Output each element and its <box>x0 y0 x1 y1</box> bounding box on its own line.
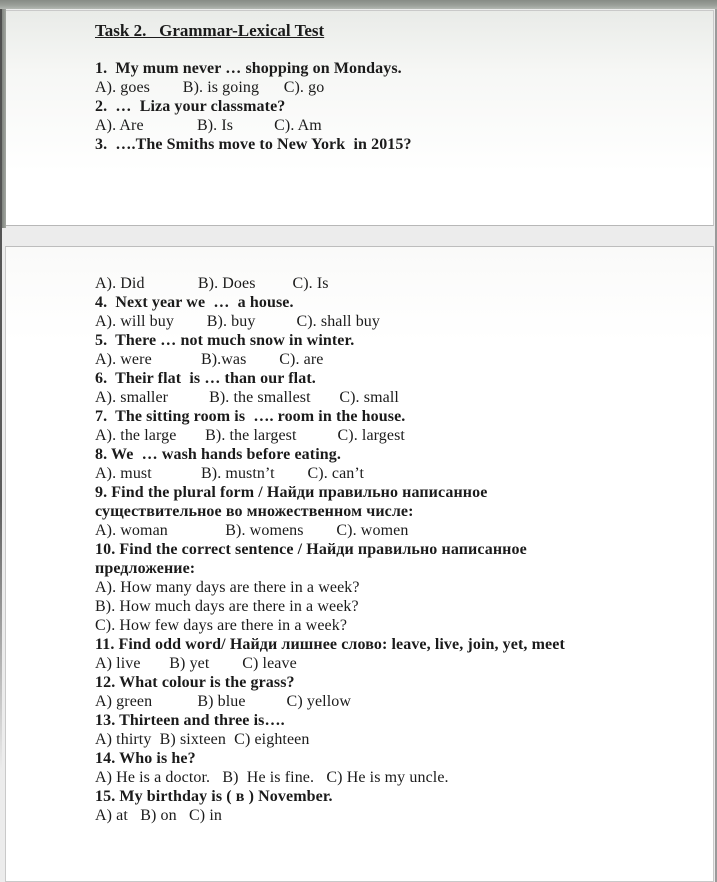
question-9b: существительное во множественном числе: <box>95 503 414 520</box>
left-edge-shadow-line <box>0 0 2 770</box>
options-6: A). smaller B). the smallest C). small <box>95 389 399 406</box>
question-10b: предложение: <box>95 560 196 577</box>
options-2: A). Are B). Is C). Am <box>95 117 322 134</box>
options-5: A). were B).was C). are <box>95 351 324 368</box>
options-11: A) live B) yet C) leave <box>95 655 297 672</box>
options-12: A) green B) blue C) yellow <box>95 693 352 710</box>
question-4: 4. Next year we … a house. <box>95 294 294 311</box>
options-4: A). will buy B). buy C). shall buy <box>95 313 380 330</box>
top-edge-shadow <box>0 0 717 9</box>
question-14: 14. Who is he? <box>95 750 196 767</box>
question-15: 15. My birthday is ( в ) November. <box>95 788 333 805</box>
test-page-1 <box>5 10 714 226</box>
options-14: A) He is a doctor. B) He is fine. C) He is my uncle. <box>95 769 449 786</box>
question-7: 7. The sitting room is …. room in the house. <box>95 408 406 425</box>
question-13: 13. Thirteen and three is…. <box>95 712 285 729</box>
task-title: Task 2. Grammar-Lexical Test <box>95 21 325 40</box>
options-15: A) at B) on C) in <box>95 807 222 824</box>
question-12: 12. What colour is the grass? <box>95 674 295 691</box>
options-13: A) thirty B) sixteen C) eighteen <box>95 731 310 748</box>
question-5: 5. There … not much snow in winter. <box>95 332 355 349</box>
page2-lines <box>6 247 713 825</box>
page1-lines <box>6 59 713 154</box>
options-3: A). Did B). Does C). Is <box>95 275 329 292</box>
options-10-c: C). How few days are there in a week? <box>95 617 348 634</box>
question-8: 8. We … wash hands before eating. <box>95 446 341 463</box>
question-6: 6. Their flat is … than our flat. <box>95 370 316 387</box>
options-9: A). woman B). womens C). women <box>95 522 409 539</box>
question-9: 9. Find the plural form / Найди правильно написанное <box>95 484 488 501</box>
options-8: A). must B). mustn’t C). can’t <box>95 465 365 482</box>
question-10: 10. Find the correct sentence / Найди правильно написанное <box>95 541 527 558</box>
question-11: 11. Find odd word/ Найди лишнее слово: leave, live, join, yet, meet <box>95 636 565 653</box>
options-1: A). goes B). is going C). go <box>95 79 325 96</box>
options-10-b: B). How much days are there in a week? <box>95 598 359 615</box>
question-2: 2. … Liza your classmate? <box>95 98 286 115</box>
test-page-2 <box>5 246 714 882</box>
options-7: A). the large B). the largest C). largest <box>95 427 405 444</box>
question-1: 1. My mum never … shopping on Mondays. <box>95 60 402 77</box>
question-3: 3. ….The Smiths move to New York in 2015? <box>95 136 412 153</box>
options-10-a: A). How many days are there in a week? <box>95 579 360 596</box>
